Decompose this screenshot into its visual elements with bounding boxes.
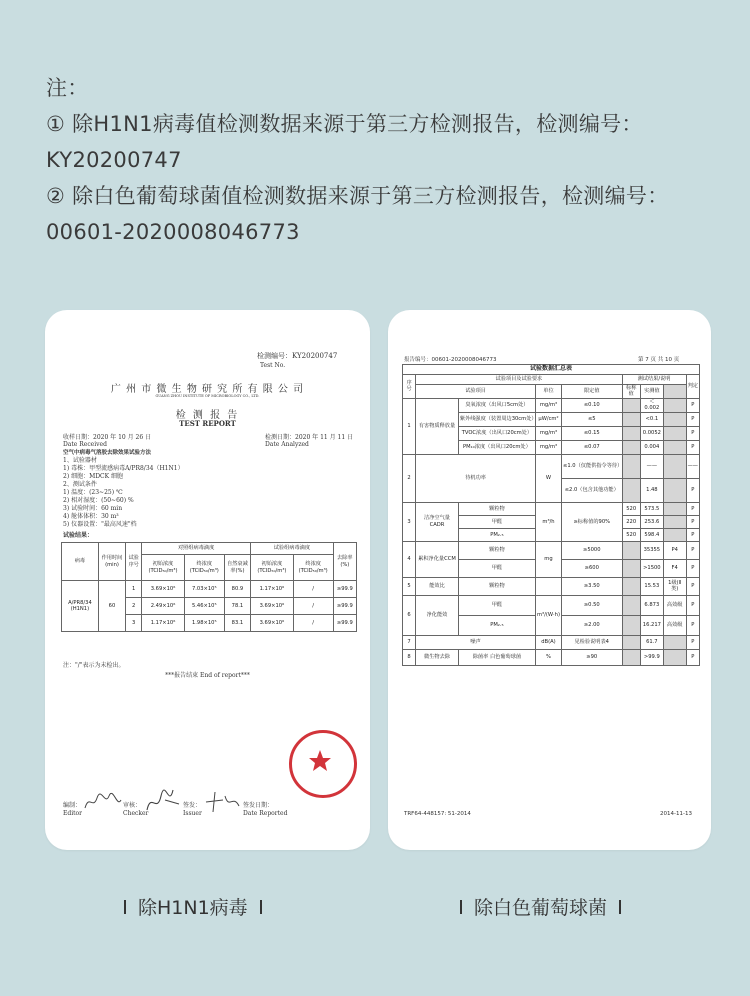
h-seq: 序号 [403,375,416,399]
std [622,649,640,665]
limit: ≥0.50 [561,595,622,615]
extra [663,412,686,426]
val: 35355 [640,541,663,559]
limit: ≥3.50 [561,577,622,595]
item: 紫外线强度（装置周边30cm处） [458,412,535,426]
cat-3: 洁净空气量CADR [416,502,459,541]
std [622,595,640,615]
item: TVOC浓度（出风口20cm处） [458,426,535,440]
editor-signature [83,790,123,814]
extra [663,649,686,665]
judge: P [686,541,699,559]
item: 颗粒物 [458,577,535,595]
limit: ≥600 [561,559,622,577]
limit: ≤0.15 [561,426,622,440]
table-cell: 7.03×10⁵ [184,581,224,598]
judge: P [686,528,699,541]
val: 61.7 [640,635,663,649]
item: 颗粒物 [458,541,535,559]
sub-initial: 初始浓度(TCID₅₀/m³) [142,555,185,581]
std [622,426,640,440]
official-seal [289,730,357,798]
item: PM₂.₅ [458,528,535,541]
materials-list [63,457,184,529]
page-indicator: 第 7 页 共 10 页 [638,357,680,363]
notes-line-2: KY20200747 [46,148,182,172]
val: —— [640,454,663,478]
extra: 高效级 [663,615,686,635]
editor-label-en: Editor [63,810,83,817]
issuer-label [183,802,202,818]
std: 220 [622,515,640,528]
test-number: 检测编号：KY20200747 [257,352,338,360]
table-cell: ≥99.9 [333,598,356,615]
judge: P [686,478,699,502]
institute-name: 广 州 市 微 生 物 研 究 所 有 限 公 司 [110,384,305,395]
virus-name: A/PR8/34 (H1N1) [62,581,99,632]
table-cell: 78.1 [224,598,250,615]
std [622,398,640,412]
val: 6.873 [640,595,663,615]
col-seq: 试验序号 [126,543,142,581]
extra [663,454,686,478]
unit: W [535,454,561,502]
notes-line-4: 00601-2020008046773 [46,220,300,244]
limit: ≤2.0（包含其他功能） [561,478,622,502]
materials-line: 2、测试条件 [63,481,97,488]
table-cell: / [293,581,333,598]
judge: P [686,426,699,440]
val: ＜0.002 [640,398,663,412]
seq-7: 7 [403,635,416,649]
caption-left-text: 除H1N1病毒 [138,897,248,919]
h-results: 测试结果/说明 [622,375,686,385]
h-items: 试验项目及试验要求 [416,375,622,385]
seq-8: 8 [403,649,416,665]
h1n1-report-card [45,310,370,850]
date-reported-en: Date Reported [243,810,288,817]
h-blank [663,385,686,399]
table-cell: 1.17×10⁶ [142,615,185,632]
date-analyzed: 检测日期：2020 年 11 月 11 日 [265,434,354,441]
sub-decay: 自然衰减率(%) [224,555,250,581]
caption-right-text: 除白色葡萄球菌 [474,897,608,919]
seq-6: 6 [403,595,416,635]
date-reported-label [243,802,287,818]
caption-bar-icon [260,900,262,914]
std: 520 [622,502,640,515]
test-number-en: Test No. [260,362,286,369]
summary-title: 试验数据汇总表 [403,365,700,375]
sub-final: 终浓度(TCID₅₀/m³) [184,555,224,581]
unit: m³/(W·h) [535,595,561,635]
limit: ≤0.10 [561,398,622,412]
val: 15.53 [640,577,663,595]
judge: P [686,577,699,595]
seq-3: 3 [403,502,416,541]
item: 甲醛 [458,595,535,615]
col-test: 试验组病毒滴度 [251,543,334,555]
std [622,559,640,577]
std [622,577,640,595]
editor-label-cn: 编制： [63,802,82,809]
materials-line: 5) 仪器设置："最高风速"档 [63,521,137,528]
form-date: 2014-11-13 [660,811,692,817]
h-std: 标称值 [622,385,640,399]
seq-4: 4 [403,541,416,577]
val: 0.004 [640,440,663,454]
checker-label-cn: 审核： [123,802,142,809]
extra: 高效级 [663,595,686,615]
table-cell: 1 [126,581,142,598]
materials-line: 1) 温度：(23~25) ℃ [63,489,123,496]
table-cell: / [293,598,333,615]
judge: —— [686,454,699,478]
notes-line-3: ② 除白色葡萄球菌值检测数据来源于第三方检测报告，检测编号： [46,184,669,208]
std [622,440,640,454]
caption-bar-icon [460,900,462,914]
table-cell: ≥99.9 [333,581,356,598]
extra [663,440,686,454]
judge: P [686,515,699,528]
notes-title: 注： [46,76,89,100]
h-judge: 判定 [686,375,699,399]
limit: ≤5 [561,412,622,426]
judge: P [686,595,699,615]
unit: mg/m³ [535,398,561,412]
h-unit: 单位 [535,385,561,399]
extra: P4 [663,541,686,559]
limit: 见检验说明表4 [561,635,622,649]
materials-line: 3) 试验时间：60 min [63,505,123,512]
date-received-en: Date Received [63,441,107,448]
unit [535,577,561,595]
cat-2: 待机功率 [416,454,536,502]
extra [663,398,686,412]
cat-8: 微生物去除 [416,649,459,665]
limit: ≥5000 [561,541,622,559]
unit: dB(A) [535,635,561,649]
checker-label-en: Checker [123,810,149,817]
item: 颗粒物 [458,502,535,515]
item: 甲醛 [458,559,535,577]
date-reported-cn: 签发日期： [243,802,274,809]
std [622,615,640,635]
materials-line: 2) 相对湿度：(50~60) % [63,497,134,504]
unit: m³/h [535,502,561,541]
notes-line-1: ① 除H1N1病毒值检测数据来源于第三方检测报告，检测编号： [46,112,643,136]
table-cell: / [293,615,333,632]
judge: P [686,615,699,635]
extra [663,426,686,440]
item: PM₂.₅ [458,615,535,635]
val: <0.1 [640,412,663,426]
limit: ≥标称值的90% [561,502,622,541]
cat-4: 累积净化量CCM [416,541,459,577]
limit: ≤1.0（仅能供指令等待） [561,454,622,478]
table-note: 注："/"表示为未检出。 [63,662,125,669]
item [458,649,535,665]
issuer-label-en: Issuer [183,810,202,817]
caption-right [460,893,621,920]
results-label: 试验结果： [63,532,94,539]
caption-bar-icon [619,900,621,914]
date-received: 收样日期：2020 年 10 月 26 日 [63,434,152,441]
val: 16.217 [640,615,663,635]
issuer-label-cn: 签发： [183,802,202,809]
test-subject: 空气中病毒气溶胶去除效果试验方法 [63,450,152,456]
seq-2: 2 [403,454,416,502]
item-b: 白色葡萄球菌 [489,654,522,661]
item: PM₁₀浓度（出风口20cm处） [458,440,535,454]
report-number: 报告编号：00601-2020008046773 [404,357,497,363]
judge: P [686,635,699,649]
cat-6: 净化能效 [416,595,459,635]
table-cell: 3.69×10⁶ [251,615,294,632]
table-cell: 5.46×10⁵ [184,598,224,615]
table-cell: 3 [126,615,142,632]
issuer-signature [203,790,243,814]
time-value: 60 [98,581,125,632]
extra [663,635,686,649]
caption-left [124,893,262,920]
report-title: 检 测 报 告 [175,410,240,421]
table-cell: 1.17×10⁶ [251,581,294,598]
col-removal: 去除率(%) [333,543,356,581]
notes-block [46,70,706,250]
val: 0.0052 [640,426,663,440]
cat-5: 能效比 [416,577,459,595]
seq-1: 1 [403,398,416,454]
h-measured: 实测值 [640,385,663,399]
caption-bar-icon [124,900,126,914]
seq-5: 5 [403,577,416,595]
col-virus: 病毒 [62,543,99,581]
table-cell: ≥99.9 [333,615,356,632]
table-cell: 2 [126,598,142,615]
end-of-report: ***报告结束 End of report*** [165,672,250,679]
sub-final-test: 终浓度(TCID₅₀/m³) [293,555,333,581]
val: 253.6 [640,515,663,528]
judge: P [686,398,699,412]
std [622,541,640,559]
item: 臭氧浓度（出风口5cm处） [458,398,535,412]
staph-report-card [388,310,711,850]
h1n1-results-table [61,542,357,632]
unit: μW/cm² [535,412,561,426]
sub-initial-test: 初始浓度(TCID₅₀/m³) [251,555,294,581]
date-analyzed-en: Date Analyzed [265,441,309,448]
extra: F4 [663,559,686,577]
checker-signature [143,786,183,816]
table-cell: 80.9 [224,581,250,598]
unit: mg/m³ [535,426,561,440]
materials-line: 2) 细胞：MDCK 细胞 [63,473,124,480]
extra: 1级(Ⅱ类) [663,577,686,595]
unit: mg/m³ [535,440,561,454]
table-cell: 83.1 [224,615,250,632]
editor-label [63,802,82,818]
std [622,454,640,478]
item-a: 除菌率 [472,654,489,661]
report-title-en: TEST REPORT [179,419,236,428]
std: 520 [622,528,640,541]
table-cell: 3.69×10⁶ [251,598,294,615]
val: >99.9 [640,649,663,665]
h-item: 试验项目 [416,385,536,399]
table-cell: 2.49×10⁶ [142,598,185,615]
val: 573.5 [640,502,663,515]
std [622,635,640,649]
col-control: 对照组病毒滴度 [142,543,251,555]
h-limit: 限定值 [561,385,622,399]
extra [663,502,686,515]
table-cell: 3.69×10⁶ [142,581,185,598]
form-code: TRF64-448157: 51-2014 [404,811,471,817]
materials-line: 1) 毒株：甲型流感病毒A/PR8/34（H1N1） [63,465,184,472]
judge: P [686,502,699,515]
judge: P [686,412,699,426]
limit: ≥90 [561,649,622,665]
extra [663,528,686,541]
std [622,412,640,426]
unit: % [535,649,561,665]
institute-name-en: GUANG ZHOU INSTITUTE OF MICROBIOLOGY CO., LTD. [155,394,260,398]
unit: mg [535,541,561,577]
val: >1500 [640,559,663,577]
judge: P [686,649,699,665]
materials-line: 1、试验器材 [63,457,97,464]
cat-1: 有害物质释放量 [416,398,459,454]
materials-line: 4) 舱体体积：30 m³ [63,513,119,520]
item: 甲醛 [458,515,535,528]
table-cell: 1.98×10⁵ [184,615,224,632]
judge: P [686,440,699,454]
limit: ≥2.00 [561,615,622,635]
summary-table [402,364,700,666]
val: 1.48 [640,478,663,502]
extra [663,478,686,502]
extra [663,515,686,528]
cat-7: 噪声 [416,635,536,649]
judge: P [686,559,699,577]
seal-star-icon [289,730,351,792]
col-time: 作用时间(min) [98,543,125,581]
std [622,478,640,502]
val: 598.4 [640,528,663,541]
limit: ≤0.07 [561,440,622,454]
